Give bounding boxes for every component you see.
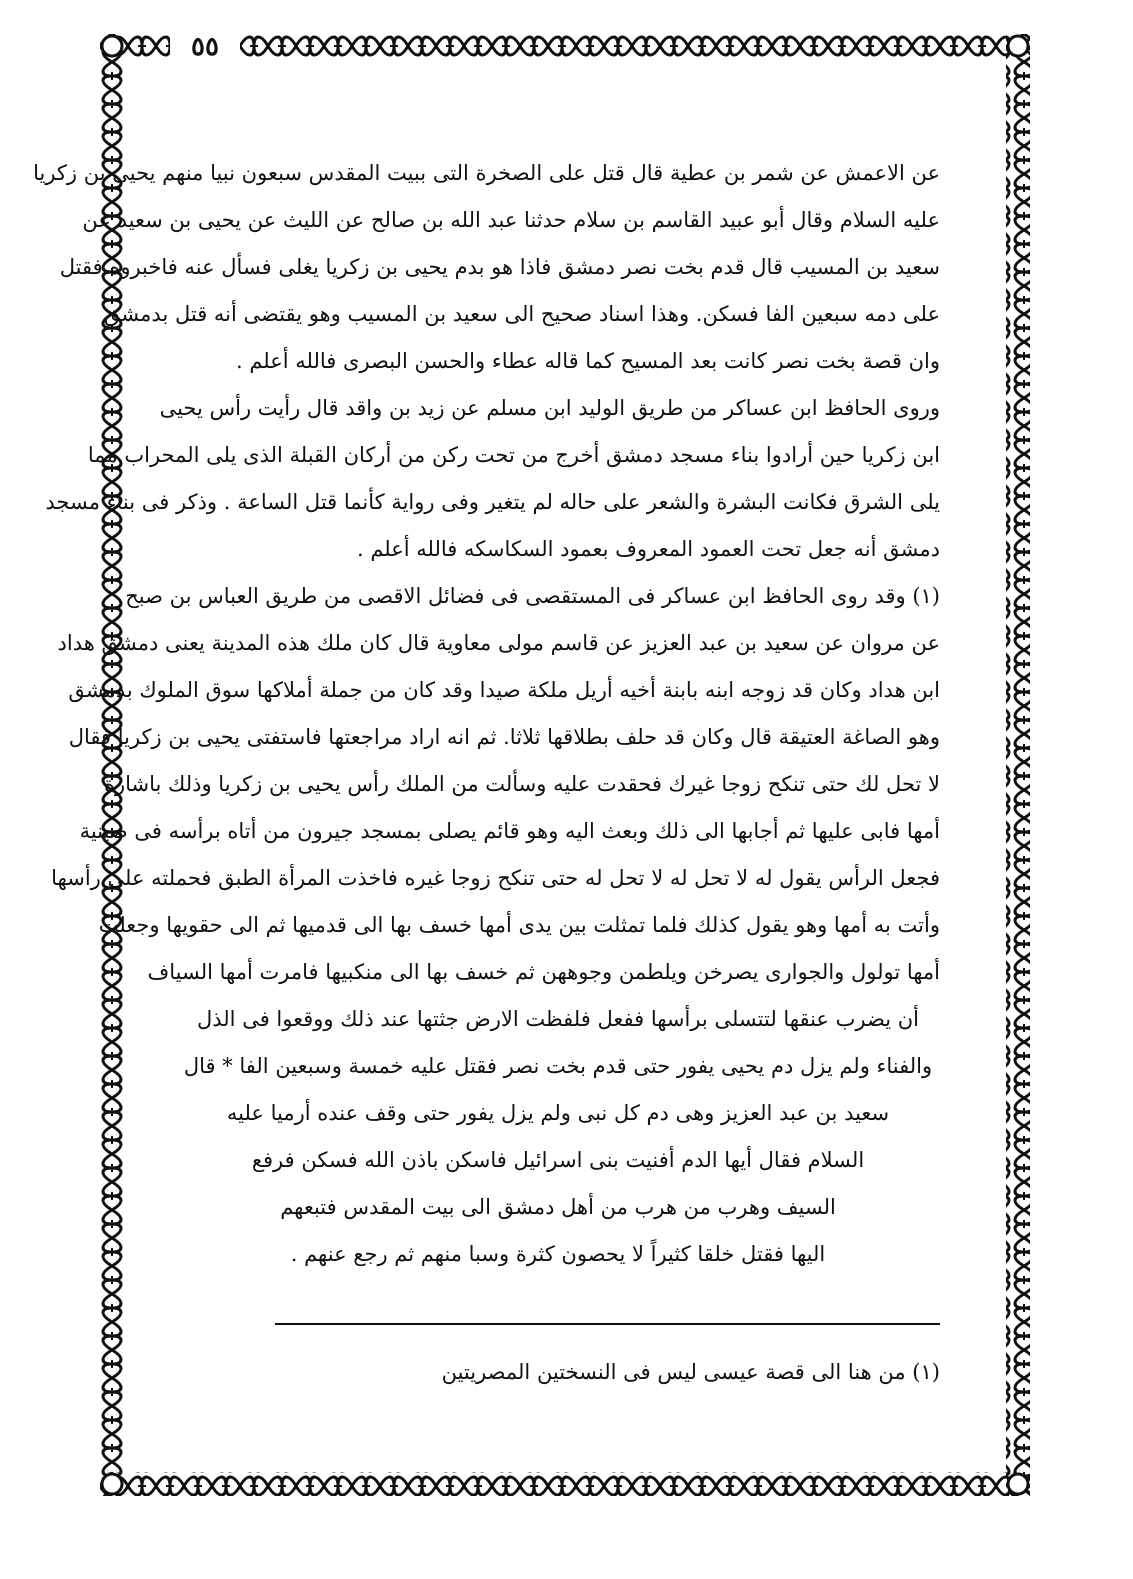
text-line: ابن زكريا حين أرادوا بناء مسجد دمشق أخرج من تحت ركن من أركان القبلة الذى يلى المحراب مما: [87, 443, 940, 467]
footnote-separator: [275, 1323, 940, 1325]
text-line-centered: أمها تولول والجوارى يصرخن ويلطمن وجوههن ثم خسف بها الى منكبيها فامرت أمها السياف: [147, 960, 940, 984]
text-line: (١) وقد روى الحافظ ابن عساكر فى المستقصى فى فضائل الاقصى من طريق العباس بن صبح: [125, 584, 940, 608]
text-line-centered: والفناء ولم يزل دم يحيى يفور حتى قدم بخت نصر فقتل عليه خمسة وسبعين الفا * قال: [183, 1054, 933, 1078]
footnote: (١) من هنا الى قصة عيسى ليس فى النسختين المصريتين: [441, 1360, 940, 1384]
text-line: عليه السلام وقال أبو عبيد القاسم بن سلام حدثنا عبد الله بن صالح عن الليث عن يحيى بن سعيد عن: [82, 208, 940, 232]
text-line: وروى الحافظ ابن عساكر من طريق الوليد ابن مسلم عن زيد بن واقد قال رأيت رأس يحيى: [159, 396, 940, 420]
text-line: ابن هداد وكان قد زوجه ابنه بابنة أخيه أريل ملكة صيدا وقد كان من جملة أملاكها سوق الملوك بدمشق: [68, 678, 940, 702]
text-line: وهو الصاغة العتيقة قال وكان قد حلف بطلاقها ثلاثا. ثم انه اراد مراجعتها فاستفتى يحيى بن زكريا فقال: [68, 725, 940, 749]
text-line: وان قصة بخت نصر كانت بعد المسيح كما قاله عطاء والحسن البصرى فالله أعلم .: [235, 349, 940, 373]
text-line: يلى الشرق فكانت البشرة والشعر على حاله لم يتغير وفى رواية كأنما قتل الساعة . وذكر فى بناء مسجد: [45, 490, 940, 514]
text-line-centered: اليها فقتل خلقا كثيراً لا يحصون كثرة وسبا منهم ثم رجع عنهم .: [290, 1242, 826, 1266]
text-line: فجعل الرأس يقول له لا تحل له لا تحل له حتى تنكح زوجا غيره فاخذت المرأة الطبق فحملته على رأسها: [51, 866, 940, 890]
text-line: على دمه سبعين الفا فسكن. وهذا اسناد صحيح الى سعيد بن المسيب وهو يقتضى أنه قتل بدمشق: [103, 302, 940, 326]
text-line: وأتت به أمها وهو يقول كذلك فلما تمثلت بين يدى أمها خسف بها الى قدميها ثم الى حقويها وجعلت: [98, 913, 940, 937]
text-line: عن مروان عن سعيد بن عبد العزيز عن قاسم مولى معاوية قال كان ملك هذه المدينة يعنى دمشق هداد: [57, 631, 940, 655]
page-number: ٥٥: [170, 30, 240, 64]
text-line: أمها فابى عليها ثم أجابها الى ذلك وبعث اليه وهو قائم يصلى بمسجد جيرون من أتاه برأسه فى صينية: [79, 819, 940, 843]
text-line: دمشق أنه جعل تحت العمود المعروف بعمود السكاسكه فالله أعلم .: [356, 537, 940, 561]
text-line-centered: سعيد بن عبد العزيز وهى دم كل نبى ولم يزل يفور حتى وقف عنده أرميا عليه: [226, 1101, 890, 1125]
text-line-centered: أن يضرب عنقها لتتسلى برأسها ففعل فلفظت الارض جثتها عند ذلك ووقعوا فى الذل: [197, 1007, 919, 1031]
main-text: [33, 150, 940, 1278]
text-line-centered: السيف وهرب من هرب من أهل دمشق الى بيت المقدس فتبعهم: [280, 1195, 836, 1219]
text-line: سعيد بن المسيب قال قدم بخت نصر دمشق فاذا هو بدم يحيى بن زكريا يغلى فسأل عنه فاخبروه فقتل: [59, 255, 940, 279]
text-line: لا تحل لك حتى تنكح زوجا غيرك فحقدت عليه وسألت من الملك رأس يحيى بن زكريا وذلك باشارة: [103, 772, 940, 796]
text-line: عن الاعمش عن شمر بن عطية قال قتل على الصخرة التى ببيت المقدس سبعون نبيا منهم يحيى بن زكريا: [33, 161, 940, 185]
text-line-centered: السلام فقال أيها الدم أفنيت بنى اسرائيل فاسكن باذن الله فسكن فرفع: [251, 1148, 865, 1172]
